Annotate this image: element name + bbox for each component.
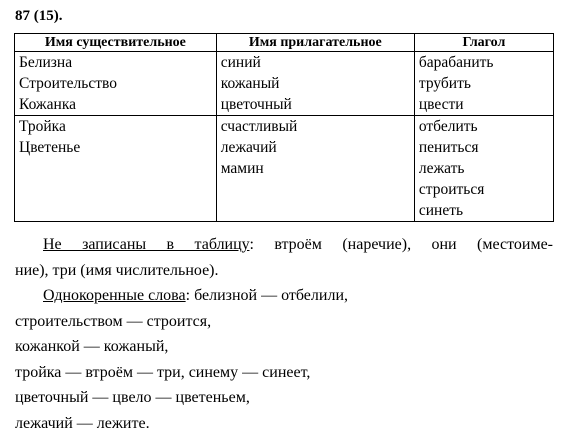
cognates-line: строительством — строится,: [15, 312, 212, 330]
noun-cell: [15, 116, 217, 222]
table-row: [15, 52, 554, 116]
noun-word: Кожанка: [19, 96, 76, 113]
cognates-line: лежачий — лежите.: [15, 414, 150, 432]
verb-cell: [414, 52, 553, 116]
parts-of-speech-table: [14, 33, 554, 222]
noun-word: Белизна: [19, 54, 73, 71]
noun-cell: [15, 52, 217, 116]
verb-word: строиться: [418, 181, 485, 198]
verb-cell: [414, 116, 553, 222]
noun-word: Цветенье: [19, 139, 81, 156]
cognates-line: кожанкой — кожаный,: [15, 338, 169, 355]
paragraph-not-in-table-continuation: ние), три (имя числительное).: [15, 261, 219, 279]
noun-word: Тройка: [19, 118, 66, 135]
cognates-line: цветочный — цвело — цветеньем,: [15, 389, 250, 406]
cognates-line: тройка — втроём — три, синему — синеет,: [15, 363, 311, 381]
adjective-cell: [216, 52, 414, 116]
paragraph-not-in-table-line: [15, 232, 553, 258]
adjective-word: счастливый: [220, 118, 298, 135]
verb-word: отбелить: [418, 118, 478, 135]
adjective-word: цветочный: [220, 96, 292, 113]
paragraph-cognates-line: [15, 283, 553, 309]
not-in-table-label: Не записаны в таблицу: [43, 236, 250, 253]
header-noun: Имя существительное: [15, 34, 217, 52]
adjective-word: мамин: [220, 160, 264, 177]
verb-word: синеть: [418, 202, 464, 219]
noun-word: Строительство: [19, 75, 117, 92]
verb-word: лежать: [418, 160, 465, 177]
answer-text: [15, 232, 553, 436]
not-in-table-list: : втроём (наречие), они (местоиме-: [249, 236, 554, 253]
adjective-cell: [216, 116, 414, 222]
cognates-first-pair: : белизной — отбелили,: [185, 287, 348, 304]
cognates-label: Однокоренные слова: [43, 287, 186, 304]
table-header-row: [15, 34, 554, 52]
verb-word: пениться: [418, 139, 479, 156]
verb-word: трубить: [418, 75, 471, 92]
exercise-number: 87 (15).: [15, 8, 63, 24]
adjective-word: кожаный: [220, 75, 280, 92]
verb-word: цвести: [418, 96, 464, 113]
header-verb: Глагол: [414, 34, 553, 52]
table-row: [15, 116, 554, 222]
header-adjective: Имя прилагательное: [216, 34, 414, 52]
adjective-word: синий: [220, 54, 261, 71]
adjective-word: лежачий: [220, 139, 277, 156]
verb-word: барабанить: [418, 54, 494, 71]
